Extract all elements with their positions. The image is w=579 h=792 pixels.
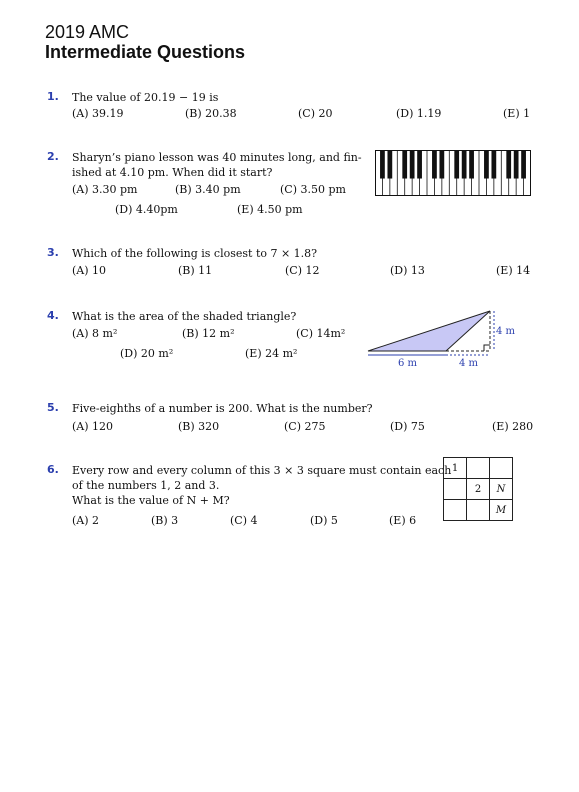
grid-cell — [444, 500, 467, 521]
question-text-line-1: Sharyn’s piano lesson was 40 minutes long, and fin- — [72, 151, 362, 164]
black-key — [469, 150, 474, 179]
option-e: (E) 6 — [389, 514, 417, 527]
option-c: (C) 14m² — [296, 327, 346, 340]
option-c: (C) 20 — [298, 107, 333, 120]
grid-cell: 2 — [467, 479, 490, 500]
question-text-line-2: ished at 4.10 pm. When did it start? — [72, 166, 273, 179]
grid-cell — [467, 458, 490, 479]
grid-cell — [490, 458, 513, 479]
option-d: (D) 13 — [390, 264, 425, 277]
option-c: (C) 3.50 pm — [280, 183, 346, 196]
question-text: Which of the following is closest to 7 × 1.8? — [72, 247, 318, 260]
question-text: What is the area of the shaded triangle? — [72, 310, 297, 323]
label-base-4m: 4 m — [459, 358, 479, 369]
question-number: 3. — [47, 246, 59, 259]
latin-square-grid — [443, 457, 513, 521]
option-a: (A) 39.19 — [72, 107, 124, 120]
grid-cell-n: N — [490, 479, 513, 500]
option-b: (B) 3 — [151, 514, 179, 527]
option-e: (E) 280 — [492, 420, 534, 433]
option-d: (D) 5 — [310, 514, 338, 527]
black-key — [380, 150, 385, 179]
option-b: (B) 12 m² — [182, 327, 235, 340]
option-c: (C) 275 — [284, 420, 326, 433]
question-number: 5. — [47, 401, 59, 414]
option-e: (E) 4.50 pm — [237, 203, 303, 216]
piano-keyboard-figure — [375, 150, 531, 196]
option-d: (D) 4.40pm — [115, 203, 178, 216]
black-key — [410, 150, 415, 179]
question-text-line-3: What is the value of N + M? — [72, 494, 230, 507]
option-a: (A) 2 — [72, 514, 100, 527]
option-d: (D) 20 m² — [120, 347, 174, 360]
option-a: (A) 10 — [72, 264, 107, 277]
option-d: (D) 1.19 — [396, 107, 442, 120]
option-e: (E) 14 — [496, 264, 531, 277]
triangle-figure — [362, 305, 522, 373]
option-a: (A) 8 m² — [72, 327, 118, 340]
option-b: (B) 11 — [178, 264, 213, 277]
black-key — [521, 150, 526, 179]
option-a: (A) 3.30 pm — [72, 183, 138, 196]
black-key — [439, 150, 444, 179]
question-number: 6. — [47, 463, 59, 476]
right-angle-mark — [484, 345, 490, 351]
question-number: 4. — [47, 309, 59, 322]
header-title: Intermediate Questions — [45, 42, 246, 62]
black-key — [432, 150, 437, 179]
option-c: (C) 12 — [285, 264, 320, 277]
grid-cell — [444, 479, 467, 500]
header-year: 2019 AMC — [45, 22, 130, 42]
question-number: 2. — [47, 150, 59, 163]
shaded-triangle — [368, 311, 490, 351]
grid-cell: 1 — [444, 458, 467, 479]
option-b: (B) 20.38 — [185, 107, 237, 120]
grid-cell-m: M — [490, 500, 513, 521]
question-text-line-1: Every row and every column of this 3 × 3 square must contain each — [72, 464, 452, 477]
black-key — [417, 150, 422, 179]
option-e: (E) 24 m² — [245, 347, 298, 360]
option-b: (B) 320 — [178, 420, 220, 433]
question-number: 1. — [47, 90, 59, 103]
label-base-6m: 6 m — [398, 358, 418, 369]
black-key — [462, 150, 467, 179]
question-text: Five-eighths of a number is 200. What is the number? — [72, 402, 373, 415]
question-text: The value of 20.19 − 19 is — [72, 91, 219, 104]
black-key — [484, 150, 489, 179]
option-d: (D) 75 — [390, 420, 425, 433]
black-key — [387, 150, 392, 179]
question-text-line-2: of the numbers 1, 2 and 3. — [72, 479, 220, 492]
black-key — [506, 150, 511, 179]
option-e: (E) 1 — [503, 107, 531, 120]
black-key — [454, 150, 459, 179]
option-b: (B) 3.40 pm — [175, 183, 241, 196]
black-key — [402, 150, 407, 179]
label-height-4m: 4 m — [496, 326, 516, 337]
option-c: (C) 4 — [230, 514, 258, 527]
black-key — [491, 150, 496, 179]
grid-cell — [467, 500, 490, 521]
black-key — [514, 150, 519, 179]
option-a: (A) 120 — [72, 420, 114, 433]
